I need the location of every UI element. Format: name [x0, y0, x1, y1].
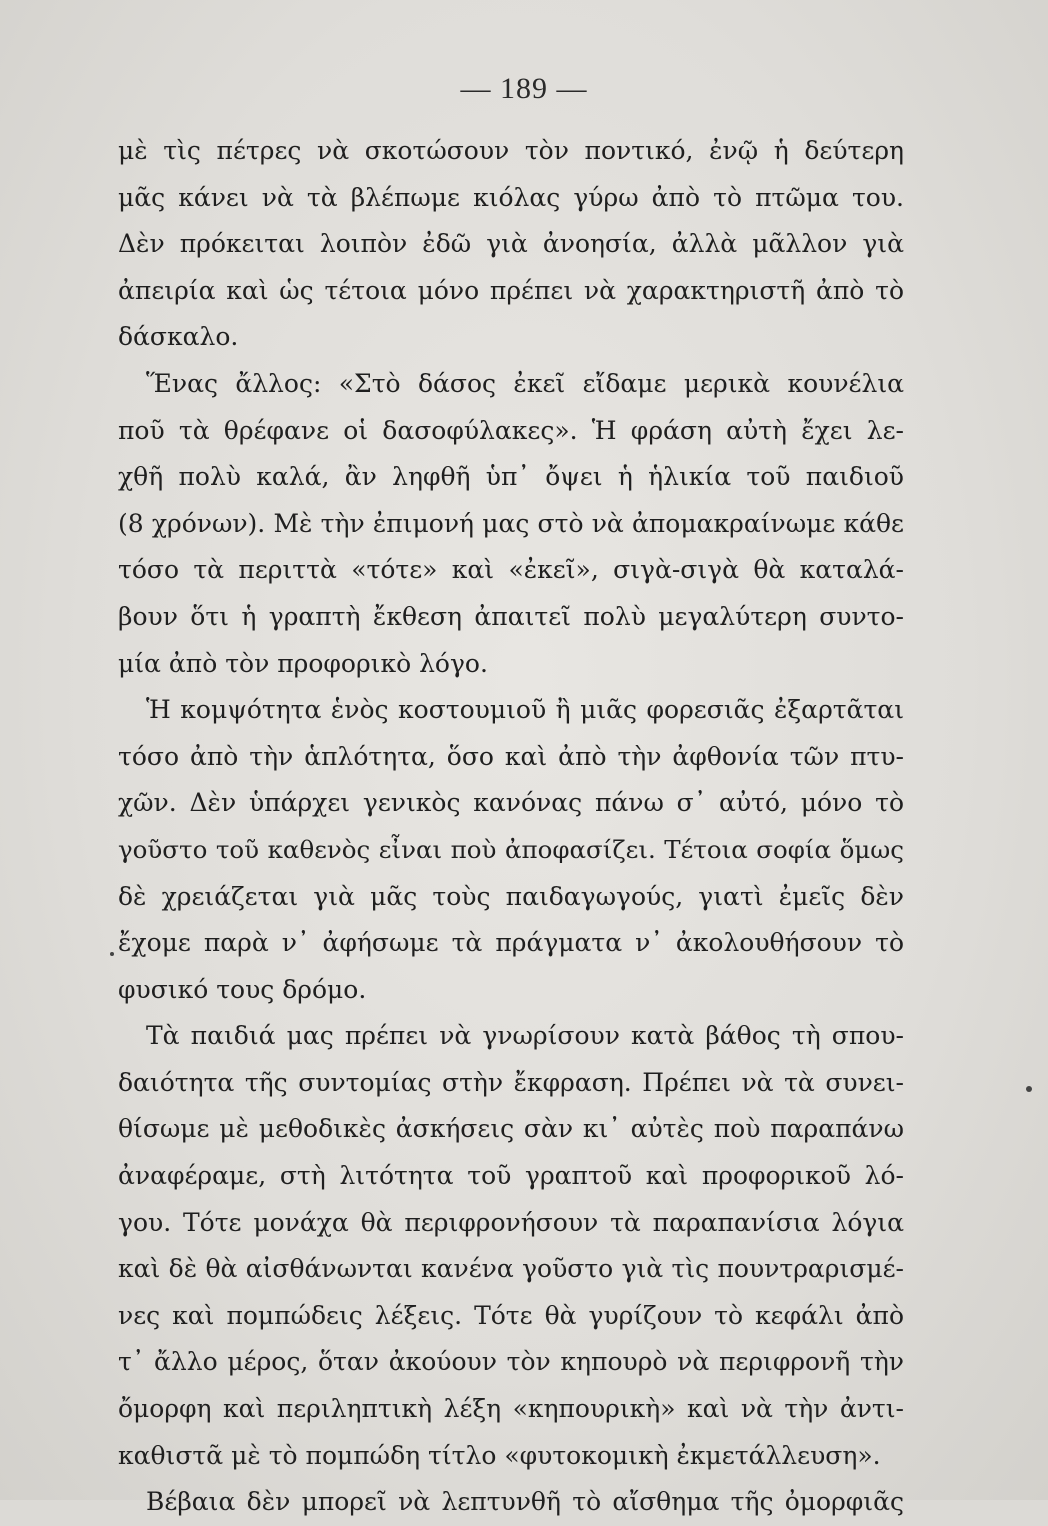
text-line: τόσο ἀπὸ τὴν ἁπλότητα, ὅσο καὶ ἀπὸ τὴν ἀφθονία τῶν πτυ- — [118, 741, 904, 771]
text-line: δάσκαλο. — [118, 322, 239, 352]
text-line: ἀναφέραμε, στὴ λιτότητα τοῦ γραπτοῦ καὶ προφορικοῦ λό- — [118, 1161, 904, 1191]
paper-speck — [110, 952, 114, 956]
text-line: Ἡ κομψότητα ἑνὸς κοστουμιοῦ ἢ μιᾶς φορεσιᾶς ἐξαρτᾶται — [146, 695, 904, 725]
text-line: φυσικό τους δρόμο. — [118, 974, 367, 1004]
text-line: γοῦστο τοῦ καθενὸς εἶναι ποὺ ἀποφασίζει. Τέτοια σοφία ὅμως — [118, 834, 904, 864]
page-number: — 189 — — [460, 72, 588, 105]
text-line: ὄμορφη καὶ περιληπτικὴ λέξη «κηπουρικὴ» καὶ νὰ τὴν ἀντι- — [118, 1394, 904, 1424]
text-line: μία ἀπὸ τὸν προφορικὸ λόγο. — [118, 648, 488, 678]
paper-speck — [1026, 1086, 1032, 1092]
text-line: (8 χρόνων). Μὲ τὴν ἐπιμονή μας στὸ νὰ ἀπομακραίνωμε κάθε — [118, 508, 904, 538]
text-line: καθιστᾶ μὲ τὸ πομπώδη τίτλο «φυτοκομικὴ ἐκμετάλλευση». — [118, 1440, 881, 1470]
text-line: Τὰ παιδιά μας πρέπει νὰ γνωρίσουν κατὰ βάθος τὴ σπου- — [146, 1021, 904, 1051]
text-line: καὶ δὲ θὰ αἰσθάνωνται κανένα γοῦστο γιὰ τὶς πουντραρισμέ- — [118, 1254, 904, 1284]
text-line: γου. Τότε μονάχα θὰ περιφρονήσουν τὰ παραπανίσια λόγια — [118, 1207, 904, 1237]
text-line: τ᾽ ἄλλο μέρος, ὅταν ἀκούουν τὸν κηπουρὸ νὰ περιφρονῆ τὴν — [118, 1347, 904, 1377]
text-line: δὲ χρειάζεται γιὰ μᾶς τοὺς παιδαγωγούς, γιατὶ ἐμεῖς δὲν — [118, 881, 904, 911]
text-line: Ἕνας ἄλλος: «Στὸ δάσος ἐκεῖ εἴδαμε μερικὰ κουνέλια — [146, 368, 904, 398]
text-line: Δὲν πρόκειται λοιπὸν ἐδῶ γιὰ ἀνοησία, ἀλλὰ μᾶλλον γιὰ — [118, 229, 904, 259]
text-line: χῶν. Δὲν ὑπάρχει γενικὸς κανόνας πάνω σ᾽ αὐτό, μόνο τὸ — [118, 788, 904, 818]
text-line: μὲ τὶς πέτρες νὰ σκοτώσουν τὸν ποντικό, ἐνῷ ἡ δεύτερη — [118, 136, 904, 165]
text-line: ἔχομε παρὰ ν᾽ ἀφήσωμε τὰ πράγματα ν᾽ ἀκολουθήσουν τὸ — [118, 928, 904, 958]
text-line: ἀπειρία καὶ ὡς τέτοια μόνο πρέπει νὰ χαρακτηριστῆ ἀπὸ τὸ — [118, 275, 904, 305]
text-line: ποῦ τὰ θρέφανε οἱ δασοφύλακες». Ἡ φράση αὐτὴ ἔχει λε- — [118, 415, 904, 445]
body-text — [118, 128, 904, 1526]
text-line: θίσωμε μὲ μεθοδικὲς ἀσκήσεις σὰν κι᾽ αὐτὲς ποὺ παραπάνω — [118, 1114, 904, 1144]
text-line: δαιότητα τῆς συντομίας στὴν ἔκφραση. Πρέπει νὰ τὰ συνει- — [118, 1067, 904, 1097]
text-line: τόσο τὰ περιττὰ «τότε» καὶ «ἐκεῖ», σιγὰ-σιγὰ θὰ καταλά- — [118, 555, 904, 585]
text-line: χθῆ πολὺ καλά, ἂν ληφθῆ ὑπ᾽ ὄψει ἡ ἡλικία τοῦ παιδιοῦ — [118, 462, 904, 492]
text-line: νες καὶ πομπώδεις λέξεις. Τότε θὰ γυρίζουν τὸ κεφάλι ἀπὸ — [118, 1300, 904, 1330]
text-line: βουν ὅτι ἡ γραπτὴ ἔκθεση ἀπαιτεῖ πολὺ μεγαλύτερη συντο- — [118, 601, 904, 631]
text-line: μᾶς κάνει νὰ τὰ βλέπωμε κιόλας γύρω ἀπὸ τὸ πτῶμα του. — [118, 182, 904, 212]
text-line: Βέβαια δὲν μπορεῖ νὰ λεπτυνθῆ τὸ αἴσθημα τῆς ὀμορφιᾶς — [146, 1487, 904, 1517]
